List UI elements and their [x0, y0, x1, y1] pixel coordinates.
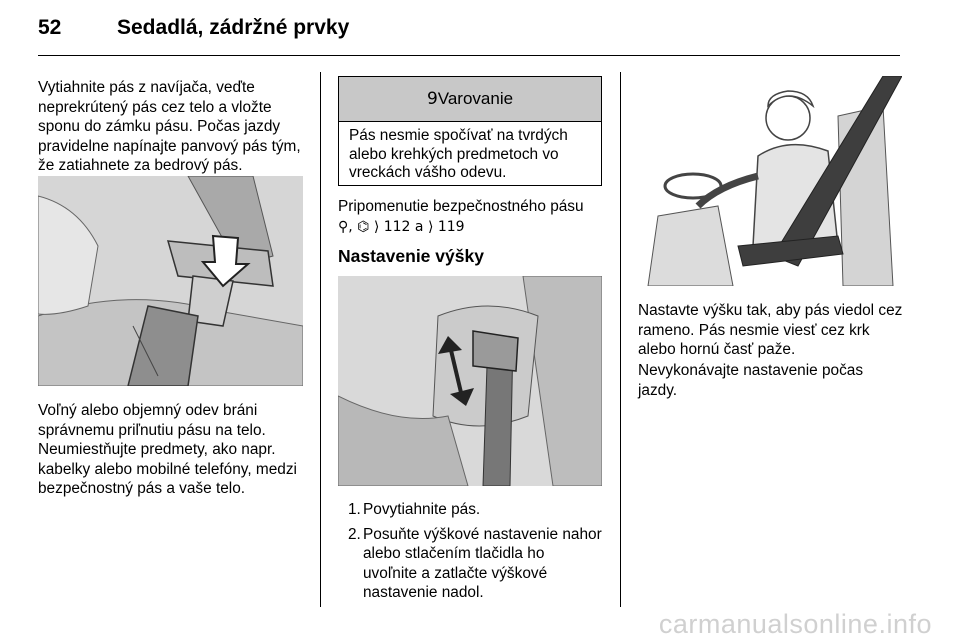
warning-box — [338, 76, 602, 186]
driver-seatbelt-illustration — [638, 76, 902, 286]
reminder-references: ⚲, ⌬ ⟩ 112 a ⟩ 119 — [338, 218, 465, 235]
height-adjuster-illustration — [338, 276, 602, 486]
page-title: Sedadlá, zádržné prvky — [117, 16, 350, 39]
step-item — [338, 525, 602, 603]
warning-triangle-icon: 9 — [426, 89, 438, 109]
reminder-text — [338, 197, 608, 237]
step-number: 2. — [348, 525, 361, 543]
step-number: 1. — [348, 501, 361, 518]
step-item — [338, 500, 602, 520]
step-text: Posuňte výškové nastavenie nahor alebo stlačením tlačidla ho uvoľnite a zatlačte výškové nastavenie nadol. — [363, 525, 602, 601]
buckle-insertion-svg — [38, 176, 303, 386]
driver-seatbelt-svg — [638, 76, 902, 286]
watermark: carmanualsonline.info — [658, 609, 932, 639]
driving-warning-paragraph: Nevykonávajte nastavenie počas jazdy. — [638, 362, 864, 399]
warning-title: Varovanie — [437, 89, 514, 108]
page-number: 52 — [38, 16, 62, 39]
warning-text: Pás nesmie spočívať na tvrdých alebo krehkých predmetoch vo vreckách vášho odevu. — [349, 127, 568, 181]
intro-paragraph: Vytiahnite pás z navíjača, veďte neprekrútený pás cez telo a vložte sponu do zámku pásu. Počas jazdy pravidelne napínajte panvový pás tým, že zatiahnete za bedrový pás. — [38, 79, 301, 174]
clothing-note-paragraph: Voľný alebo objemný odev bráni správnemu priľnutiu pásu na telo. Neumiestňujte predmety, ako napr. kabelky alebo mobilné telefóny, medzi bezpečnostný pás a vaše telo. — [38, 402, 297, 497]
column-divider-2 — [620, 72, 621, 607]
column-divider-1 — [320, 72, 321, 607]
height-adjuster-svg — [338, 276, 602, 486]
adjustment-steps — [338, 500, 602, 608]
reminder-line-1: Pripomenutie bezpečnostného pásu — [338, 198, 584, 215]
buckle-insertion-illustration — [38, 176, 303, 386]
step-text: Povytiahnite pás. — [363, 501, 481, 518]
page-header — [38, 14, 900, 48]
warning-header — [339, 77, 601, 122]
header-rule — [38, 55, 900, 56]
height-adjustment-heading: Nastavenie výšky — [338, 246, 484, 266]
height-advice-paragraph: Nastavte výšku tak, aby pás viedol cez rameno. Pás nesmie viesť cez krk alebo hornú časť paže. — [638, 302, 903, 358]
